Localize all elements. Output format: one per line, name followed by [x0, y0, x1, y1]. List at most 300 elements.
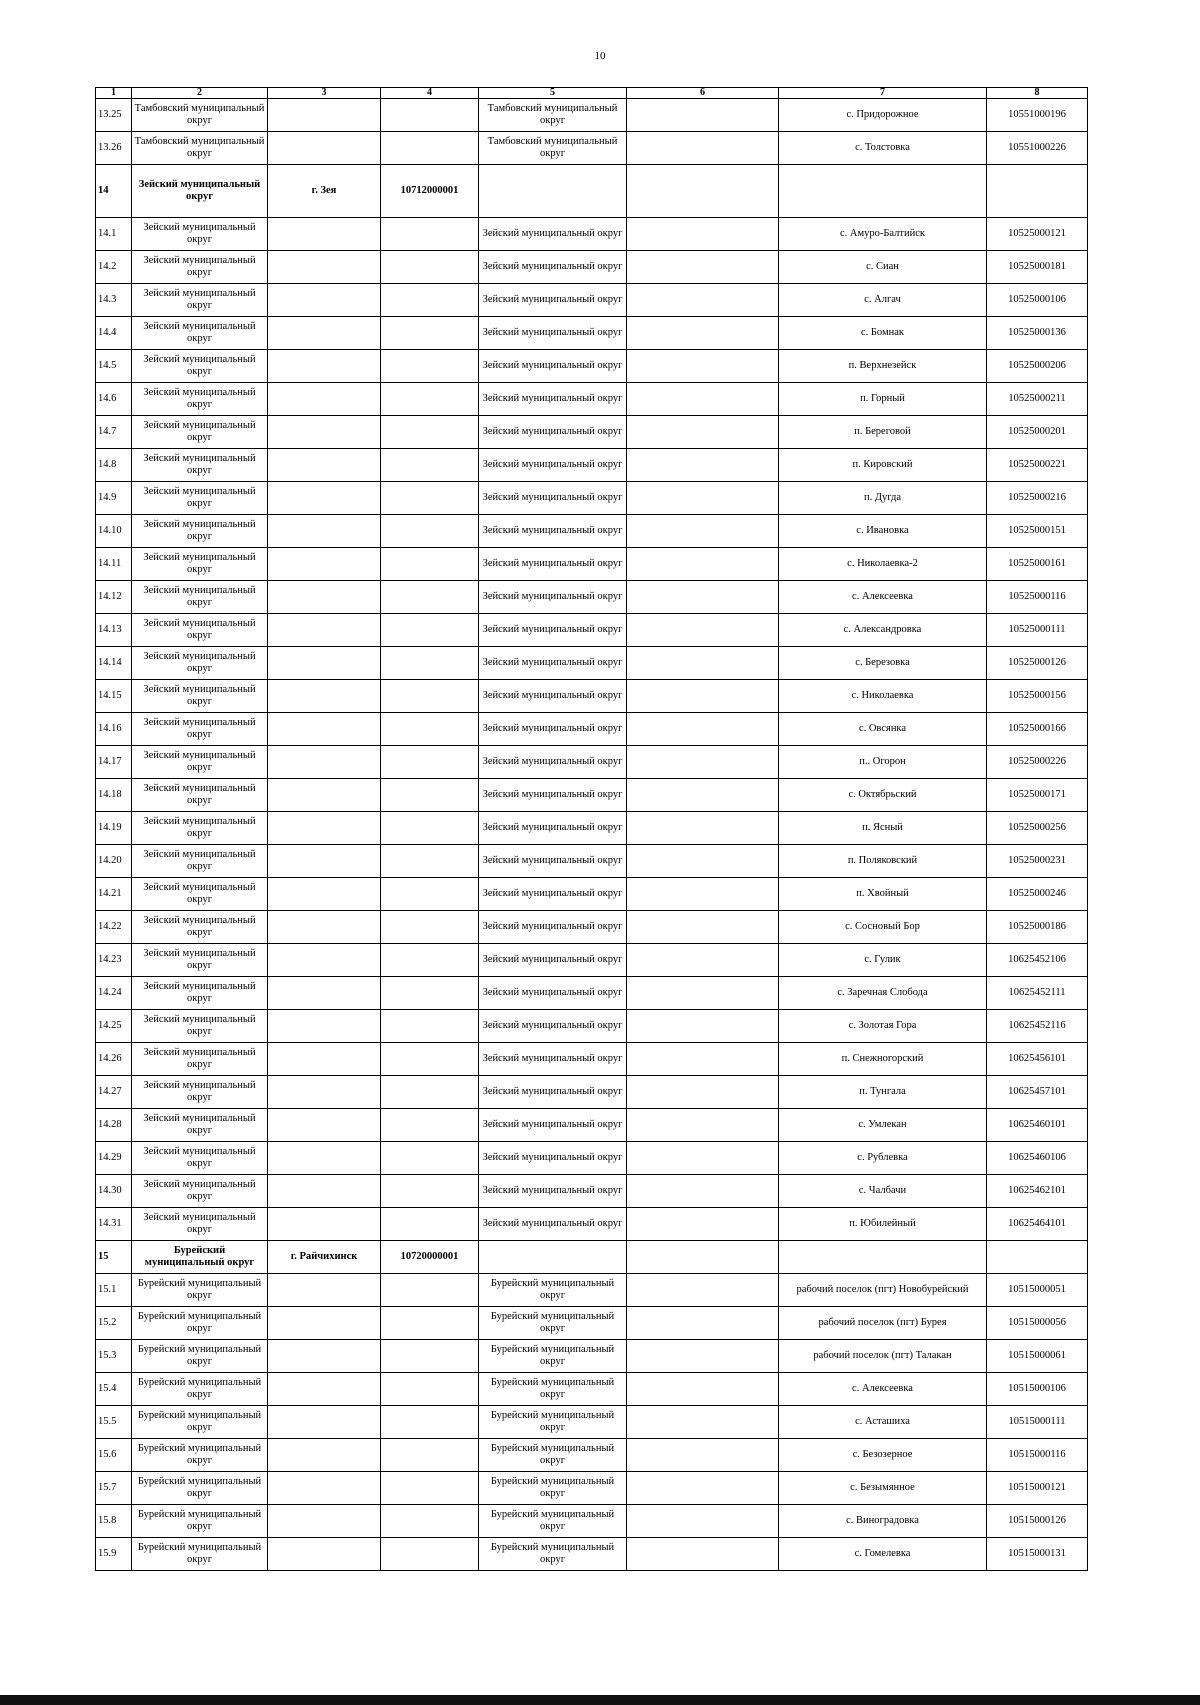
column-header-3: 3 [268, 88, 381, 99]
column-6-cell [627, 251, 779, 284]
admin-center [268, 1142, 381, 1175]
parent-municipality: Тамбовский муниципальный округ [479, 132, 627, 165]
admin-center [268, 1109, 381, 1142]
row-number: 14.17 [96, 746, 132, 779]
table-row [96, 1208, 1088, 1241]
table-row [96, 482, 1088, 515]
center-code [381, 614, 479, 647]
municipality-name: Бурейский муниципальный округ [132, 1340, 268, 1373]
settlement-name: с. Овсянка [779, 713, 987, 746]
parent-municipality: Зейский муниципальный округ [479, 779, 627, 812]
parent-municipality: Бурейский муниципальный округ [479, 1439, 627, 1472]
row-number: 14.8 [96, 449, 132, 482]
center-code [381, 746, 479, 779]
table-row [96, 251, 1088, 284]
center-code [381, 548, 479, 581]
table-row [96, 99, 1088, 132]
column-6-cell [627, 416, 779, 449]
row-number: 14.14 [96, 647, 132, 680]
settlements-table [95, 87, 1088, 1571]
row-number: 15.9 [96, 1538, 132, 1571]
column-header-2: 2 [132, 88, 268, 99]
column-6-cell [627, 1142, 779, 1175]
oktmo-code: 10625462101 [987, 1175, 1088, 1208]
table-row [96, 1340, 1088, 1373]
row-number: 14.29 [96, 1142, 132, 1175]
table-row [96, 1373, 1088, 1406]
column-6-cell [627, 350, 779, 383]
municipality-name: Зейский муниципальный округ [132, 680, 268, 713]
row-number: 14.1 [96, 218, 132, 251]
column-6-cell [627, 1307, 779, 1340]
municipality-name: Тамбовский муниципальный округ [132, 99, 268, 132]
admin-center [268, 416, 381, 449]
parent-municipality: Бурейский муниципальный округ [479, 1373, 627, 1406]
column-6-cell [627, 680, 779, 713]
center-code [381, 1109, 479, 1142]
admin-center [268, 845, 381, 878]
oktmo-code: 10525000136 [987, 317, 1088, 350]
oktmo-code: 10525000186 [987, 911, 1088, 944]
center-code [381, 1472, 479, 1505]
column-6-cell [627, 1208, 779, 1241]
table-row [96, 449, 1088, 482]
oktmo-code: 10515000121 [987, 1472, 1088, 1505]
table-row [96, 977, 1088, 1010]
parent-municipality: Зейский муниципальный округ [479, 1010, 627, 1043]
column-6-cell [627, 1175, 779, 1208]
center-code [381, 284, 479, 317]
settlement-name: с. Бомнак [779, 317, 987, 350]
municipality-name: Зейский муниципальный округ [132, 878, 268, 911]
parent-municipality: Зейский муниципальный округ [479, 284, 627, 317]
table-row [96, 581, 1088, 614]
parent-municipality: Бурейский муниципальный округ [479, 1505, 627, 1538]
table-row [96, 1010, 1088, 1043]
parent-municipality: Зейский муниципальный округ [479, 1076, 627, 1109]
column-6-cell [627, 1274, 779, 1307]
settlement-name: с. Сосновый Бор [779, 911, 987, 944]
admin-center [268, 944, 381, 977]
parent-municipality: Зейский муниципальный округ [479, 251, 627, 284]
municipality-name: Зейский муниципальный округ [132, 779, 268, 812]
column-6-cell [627, 977, 779, 1010]
admin-center [268, 1340, 381, 1373]
settlement-name: с. Гомелевка [779, 1538, 987, 1571]
column-6-cell [627, 581, 779, 614]
settlement-name: с. Чалбачи [779, 1175, 987, 1208]
center-code [381, 1076, 479, 1109]
table-row [96, 1538, 1088, 1571]
row-number: 14.20 [96, 845, 132, 878]
admin-center [268, 779, 381, 812]
oktmo-code: 10525000106 [987, 284, 1088, 317]
table-row [96, 647, 1088, 680]
table-row [96, 812, 1088, 845]
parent-municipality: Бурейский муниципальный округ [479, 1274, 627, 1307]
center-code [381, 1043, 479, 1076]
column-6-cell [627, 482, 779, 515]
parent-municipality: Зейский муниципальный округ [479, 845, 627, 878]
municipality-name: Зейский муниципальный округ [132, 416, 268, 449]
parent-municipality: Зейский муниципальный округ [479, 449, 627, 482]
center-code [381, 1208, 479, 1241]
table-row [96, 1175, 1088, 1208]
parent-municipality: Зейский муниципальный округ [479, 911, 627, 944]
parent-municipality: Зейский муниципальный округ [479, 977, 627, 1010]
parent-municipality: Зейский муниципальный округ [479, 515, 627, 548]
column-6-cell [627, 317, 779, 350]
parent-municipality: Зейский муниципальный округ [479, 1208, 627, 1241]
oktmo-code: 10525000246 [987, 878, 1088, 911]
center-code [381, 1175, 479, 1208]
row-number: 13.25 [96, 99, 132, 132]
oktmo-code: 10525000126 [987, 647, 1088, 680]
oktmo-code: 10525000156 [987, 680, 1088, 713]
column-6-cell [627, 614, 779, 647]
admin-center [268, 1472, 381, 1505]
column-6-cell [627, 713, 779, 746]
oktmo-code: 10515000106 [987, 1373, 1088, 1406]
oktmo-code: 10625460106 [987, 1142, 1088, 1175]
column-6-cell [627, 746, 779, 779]
center-code [381, 1142, 479, 1175]
municipality-name: Зейский муниципальный округ [132, 218, 268, 251]
table-row [96, 1439, 1088, 1472]
center-code [381, 845, 479, 878]
row-number: 14.28 [96, 1109, 132, 1142]
row-number: 15.5 [96, 1406, 132, 1439]
admin-center [268, 515, 381, 548]
oktmo-code: 10551000196 [987, 99, 1088, 132]
municipality-name: Зейский муниципальный округ [132, 944, 268, 977]
settlement-name: с. Алексеевка [779, 1373, 987, 1406]
row-number: 15.4 [96, 1373, 132, 1406]
table-row [96, 779, 1088, 812]
row-number: 14.3 [96, 284, 132, 317]
settlement-name: с. Безымянное [779, 1472, 987, 1505]
oktmo-code: 10525000151 [987, 515, 1088, 548]
row-number: 15 [96, 1241, 132, 1274]
center-code [381, 713, 479, 746]
parent-municipality: Зейский муниципальный округ [479, 218, 627, 251]
center-code [381, 680, 479, 713]
municipality-name: Бурейский муниципальный округ [132, 1241, 268, 1274]
row-number: 13.26 [96, 132, 132, 165]
parent-municipality: Зейский муниципальный округ [479, 1175, 627, 1208]
table-row [96, 713, 1088, 746]
settlement-name: с. Придорожное [779, 99, 987, 132]
column-6-cell [627, 1472, 779, 1505]
oktmo-code: 10551000226 [987, 132, 1088, 165]
center-code [381, 251, 479, 284]
oktmo-code: 10625452111 [987, 977, 1088, 1010]
column-6-cell [627, 1043, 779, 1076]
column-6-cell [627, 449, 779, 482]
oktmo-code: 10525000201 [987, 416, 1088, 449]
column-6-cell [627, 165, 779, 218]
oktmo-code: 10515000061 [987, 1340, 1088, 1373]
table-row [96, 1109, 1088, 1142]
oktmo-code: 10515000126 [987, 1505, 1088, 1538]
municipality-name: Зейский муниципальный округ [132, 647, 268, 680]
parent-municipality: Бурейский муниципальный округ [479, 1538, 627, 1571]
column-6-cell [627, 383, 779, 416]
parent-municipality: Зейский муниципальный округ [479, 482, 627, 515]
center-code [381, 416, 479, 449]
column-6-cell [627, 1010, 779, 1043]
municipality-name: Зейский муниципальный округ [132, 482, 268, 515]
admin-center [268, 680, 381, 713]
section-row [96, 165, 1088, 218]
municipality-name: Зейский муниципальный округ [132, 284, 268, 317]
parent-municipality: Зейский муниципальный округ [479, 647, 627, 680]
settlement-name: п. Береговой [779, 416, 987, 449]
admin-center [268, 99, 381, 132]
column-6-cell [627, 845, 779, 878]
table-body [96, 99, 1088, 1571]
municipality-name: Зейский муниципальный округ [132, 1010, 268, 1043]
table-row [96, 284, 1088, 317]
admin-center [268, 1208, 381, 1241]
table-row [96, 878, 1088, 911]
parent-municipality: Зейский муниципальный округ [479, 680, 627, 713]
column-number-header [96, 88, 1088, 99]
oktmo-code [987, 165, 1088, 218]
column-6-cell [627, 515, 779, 548]
row-number: 14.30 [96, 1175, 132, 1208]
municipality-name: Зейский муниципальный округ [132, 713, 268, 746]
settlement-name: п. Горный [779, 383, 987, 416]
parent-municipality: Зейский муниципальный округ [479, 581, 627, 614]
admin-center: г. Зея [268, 165, 381, 218]
center-code [381, 944, 479, 977]
center-code [381, 1373, 479, 1406]
parent-municipality [479, 1241, 627, 1274]
center-code [381, 1274, 479, 1307]
table-row [96, 317, 1088, 350]
column-header-7: 7 [779, 88, 987, 99]
admin-center [268, 977, 381, 1010]
settlement-name: рабочий поселок (пгт) Новобурейский [779, 1274, 987, 1307]
oktmo-code: 10515000111 [987, 1406, 1088, 1439]
column-6-cell [627, 1505, 779, 1538]
center-code [381, 1340, 479, 1373]
table-row [96, 680, 1088, 713]
center-code [381, 1538, 479, 1571]
column-6-cell [627, 1439, 779, 1472]
oktmo-code: 10525000171 [987, 779, 1088, 812]
admin-center [268, 812, 381, 845]
admin-center [268, 647, 381, 680]
municipality-name: Бурейский муниципальный округ [132, 1274, 268, 1307]
oktmo-code: 10525000206 [987, 350, 1088, 383]
admin-center [268, 1373, 381, 1406]
oktmo-code: 10525000221 [987, 449, 1088, 482]
municipality-name: Зейский муниципальный округ [132, 812, 268, 845]
table-row [96, 1307, 1088, 1340]
row-number: 15.6 [96, 1439, 132, 1472]
settlement-name: с. Алгач [779, 284, 987, 317]
municipality-name: Зейский муниципальный округ [132, 911, 268, 944]
admin-center [268, 383, 381, 416]
table-row [96, 1472, 1088, 1505]
center-code [381, 449, 479, 482]
settlement-name: с. Сиан [779, 251, 987, 284]
table-row [96, 1274, 1088, 1307]
parent-municipality [479, 165, 627, 218]
row-number: 14 [96, 165, 132, 218]
municipality-name: Зейский муниципальный округ [132, 977, 268, 1010]
column-6-cell [627, 548, 779, 581]
column-6-cell [627, 944, 779, 977]
center-code [381, 1505, 479, 1538]
row-number: 14.9 [96, 482, 132, 515]
parent-municipality: Зейский муниципальный округ [479, 383, 627, 416]
oktmo-code: 10515000051 [987, 1274, 1088, 1307]
column-6-cell [627, 779, 779, 812]
center-code [381, 350, 479, 383]
settlement-name: п. Тунгала [779, 1076, 987, 1109]
admin-center [268, 1505, 381, 1538]
admin-center [268, 1010, 381, 1043]
oktmo-code: 10515000131 [987, 1538, 1088, 1571]
settlement-name: п. Снежногорский [779, 1043, 987, 1076]
column-6-cell [627, 218, 779, 251]
admin-center [268, 1538, 381, 1571]
row-number: 14.21 [96, 878, 132, 911]
municipality-name: Зейский муниципальный округ [132, 1175, 268, 1208]
oktmo-code: 10525000216 [987, 482, 1088, 515]
oktmo-code: 10515000116 [987, 1439, 1088, 1472]
table-row [96, 548, 1088, 581]
row-number: 15.7 [96, 1472, 132, 1505]
parent-municipality: Зейский муниципальный округ [479, 1109, 627, 1142]
municipality-name: Зейский муниципальный округ [132, 1208, 268, 1241]
settlement-name: рабочий поселок (пгт) Бурея [779, 1307, 987, 1340]
municipality-name: Бурейский муниципальный округ [132, 1307, 268, 1340]
column-6-cell [627, 1241, 779, 1274]
row-number: 14.12 [96, 581, 132, 614]
settlement-name: с. Амуро-Балтийск [779, 218, 987, 251]
settlement-name: с. Октябрьский [779, 779, 987, 812]
parent-municipality: Бурейский муниципальный округ [479, 1472, 627, 1505]
admin-center [268, 614, 381, 647]
column-header-8: 8 [987, 88, 1088, 99]
parent-municipality: Зейский муниципальный округ [479, 812, 627, 845]
center-code [381, 317, 479, 350]
parent-municipality: Бурейский муниципальный округ [479, 1307, 627, 1340]
municipality-name: Бурейский муниципальный округ [132, 1373, 268, 1406]
column-6-cell [627, 878, 779, 911]
settlement-name: п. Дугда [779, 482, 987, 515]
admin-center [268, 1274, 381, 1307]
oktmo-code: 10625452106 [987, 944, 1088, 977]
admin-center [268, 746, 381, 779]
oktmo-code: 10625460101 [987, 1109, 1088, 1142]
settlement-name: с. Безозерное [779, 1439, 987, 1472]
settlement-name: рабочий поселок (пгт) Талакан [779, 1340, 987, 1373]
center-code [381, 515, 479, 548]
parent-municipality: Зейский муниципальный округ [479, 1142, 627, 1175]
municipality-name: Зейский муниципальный округ [132, 1109, 268, 1142]
settlement-name: с. Асташиха [779, 1406, 987, 1439]
municipality-name: Зейский муниципальный округ [132, 548, 268, 581]
admin-center [268, 548, 381, 581]
center-code [381, 1406, 479, 1439]
oktmo-code: 10525000226 [987, 746, 1088, 779]
center-code [381, 218, 479, 251]
parent-municipality: Зейский муниципальный округ [479, 746, 627, 779]
admin-center [268, 449, 381, 482]
table-row [96, 911, 1088, 944]
row-number: 14.24 [96, 977, 132, 1010]
admin-center [268, 350, 381, 383]
oktmo-code: 10625464101 [987, 1208, 1088, 1241]
table-row [96, 515, 1088, 548]
table-row [96, 1076, 1088, 1109]
municipality-name: Бурейский муниципальный округ [132, 1505, 268, 1538]
parent-municipality: Тамбовский муниципальный округ [479, 99, 627, 132]
center-code [381, 977, 479, 1010]
settlement-name: с. Алексеевка [779, 581, 987, 614]
settlement-name: с. Толстовка [779, 132, 987, 165]
settlement-name: п. Верхнезейск [779, 350, 987, 383]
row-number: 14.11 [96, 548, 132, 581]
table-row [96, 416, 1088, 449]
row-number: 15.3 [96, 1340, 132, 1373]
center-code [381, 99, 479, 132]
oktmo-code: 10625457101 [987, 1076, 1088, 1109]
table-row [96, 1142, 1088, 1175]
oktmo-code: 10525000166 [987, 713, 1088, 746]
municipality-name: Зейский муниципальный округ [132, 350, 268, 383]
table-row [96, 350, 1088, 383]
settlement-name: с. Ивановка [779, 515, 987, 548]
row-number: 14.10 [96, 515, 132, 548]
section-row [96, 1241, 1088, 1274]
settlement-name: п. Юбилейный [779, 1208, 987, 1241]
admin-center [268, 713, 381, 746]
admin-center [268, 1307, 381, 1340]
parent-municipality: Зейский муниципальный округ [479, 944, 627, 977]
row-number: 15.2 [96, 1307, 132, 1340]
center-code [381, 482, 479, 515]
parent-municipality: Бурейский муниципальный округ [479, 1406, 627, 1439]
parent-municipality: Зейский муниципальный округ [479, 548, 627, 581]
page-number: 10 [594, 50, 606, 62]
admin-center: г. Райчихинск [268, 1241, 381, 1274]
admin-center [268, 251, 381, 284]
row-number: 14.6 [96, 383, 132, 416]
table-row [96, 1505, 1088, 1538]
admin-center [268, 911, 381, 944]
row-number: 14.15 [96, 680, 132, 713]
column-6-cell [627, 1109, 779, 1142]
row-number: 14.22 [96, 911, 132, 944]
settlement-name: с. Виноградовка [779, 1505, 987, 1538]
column-6-cell [627, 99, 779, 132]
center-code [381, 878, 479, 911]
oktmo-code: 10625452116 [987, 1010, 1088, 1043]
table-row [96, 845, 1088, 878]
row-number: 14.26 [96, 1043, 132, 1076]
municipality-name: Зейский муниципальный округ [132, 614, 268, 647]
row-number: 14.5 [96, 350, 132, 383]
oktmo-code: 10525000231 [987, 845, 1088, 878]
table-row [96, 218, 1088, 251]
row-number: 14.16 [96, 713, 132, 746]
